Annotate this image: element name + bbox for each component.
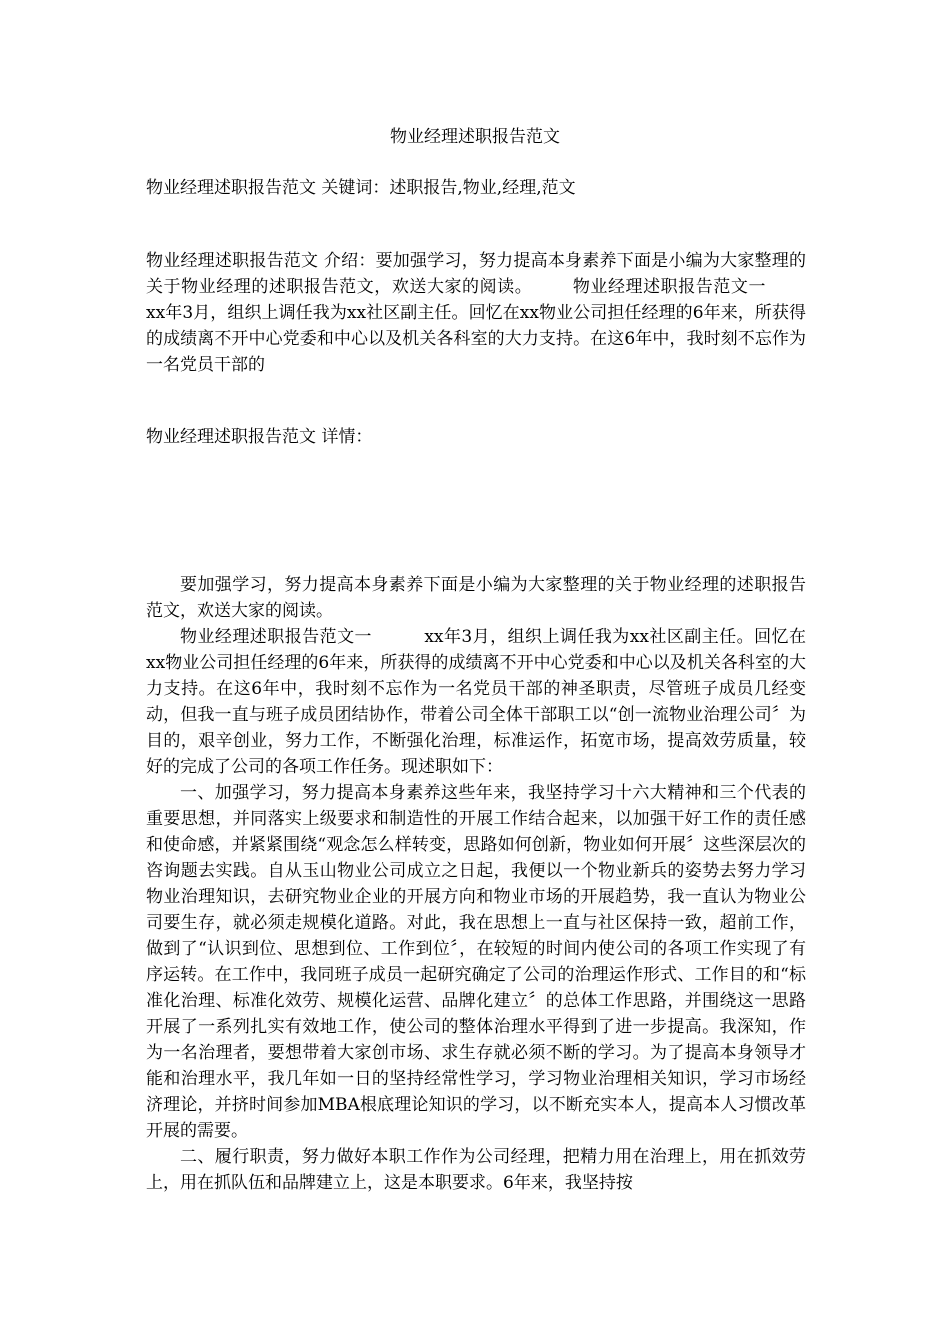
details-label: 物业经理述职报告范文 详情： — [146, 427, 373, 447]
body-paragraph: 二、履行职责，努力做好本职工作作为公司经理，把精力用在治理上，用在抓效劳上，用在抓队伍和品牌建立上，这是本职要求。6年来，我坚持按 — [146, 1147, 806, 1193]
intro-subtitle: 物业经理述职报告范文一 — [572, 277, 767, 297]
body-paragraph: 要加强学习，努力提高本身素养下面是小编为大家整理的关于物业经理的述职报告范文，欢送大家的阅读。 — [146, 575, 806, 621]
document-title: 物业经理述职报告范文 — [390, 127, 560, 147]
keywords-line: 物业经理述职报告范文 关键词：述职报告,物业,经理,范文 — [146, 178, 576, 198]
intro-paragraph — [146, 248, 806, 378]
intro-text: 物业经理述职报告范文 介绍：要加强学习，努力提高本身素养下面是小编为大家整理的关于物业经理的述职报告范文，欢送大家的阅读。 — [146, 251, 806, 297]
body-text — [146, 572, 806, 1196]
intro-text-continued: xx年3月，组织上调任我为xx社区副主任。回忆在xx物业公司担任经理的6年来，所获得的成绩离不开中心党委和中心以及机关各科室的大力支持。在这6年中，我时刻不忘作为一名党员干部的 — [146, 303, 806, 375]
body-paragraph: 一、加强学习，努力提高本身素养这些年来，我坚持学习十六大精神和三个代表的重要思想，并同落实上级要求和制造性的开展工作结合起来，以加强干好工作的责任感和使命感，并紧紧围绕“观念怎么样转变，思路如何创新，物业如何开展〞这些深层次的咨询题去实践。自从玉山物业公司成立之日起，我便以一个物业新兵的姿势去努力学习物业治理知识，去研究物业企业的开展方向和物业市场的开展趋势，我一直认为物业公司要生存，就必须走规模化道路。对此，我在思想上一直与社区保持一致，超前工作，做到了“认识到位、思想到位、工作到位〞，在较短的时间内使公司的各项工作实现了有序运转。在工作中，我同班子成员一起研究确定了公司的治理运作形式、工作目的和“标准化治理、标准化效劳、规模化运营、品牌化建立〞的总体工作思路，并围绕这一思路开展了一系列扎实有效地工作，使公司的整体治理水平得到了进一步提高。我深知，作为一名治理者，要想带着大家创市场、求生存就必须不断的学习。为了提高本身领导才能和治理水平，我几年如一日的坚持经常性学习，学习物业治理相关知识，学习市场经济理论，并挤时间参加MBA根底理论知识的学习，以不断充实本人，提高本人习惯改革开展的需要。 — [146, 783, 806, 1141]
body-paragraph: 物业经理述职报告范文一 xx年3月，组织上调任我为xx社区副主任。回忆在xx物业公司担任经理的6年来，所获得的成绩离不开中心党委和中心以及机关各科室的大力支持。在这6年中，我时刻不忘作为一名党员干部的神圣职责，尽管班子成员几经变动，但我一直与班子成员团结协作，带着公司全体干部职工以“创一流物业治理公司〞为目的，艰辛创业，努力工作，不断强化治理，标准运作，拓宽市场，提高效劳质量，较好的完成了公司的各项工作任务。现述职如下： — [146, 627, 806, 777]
